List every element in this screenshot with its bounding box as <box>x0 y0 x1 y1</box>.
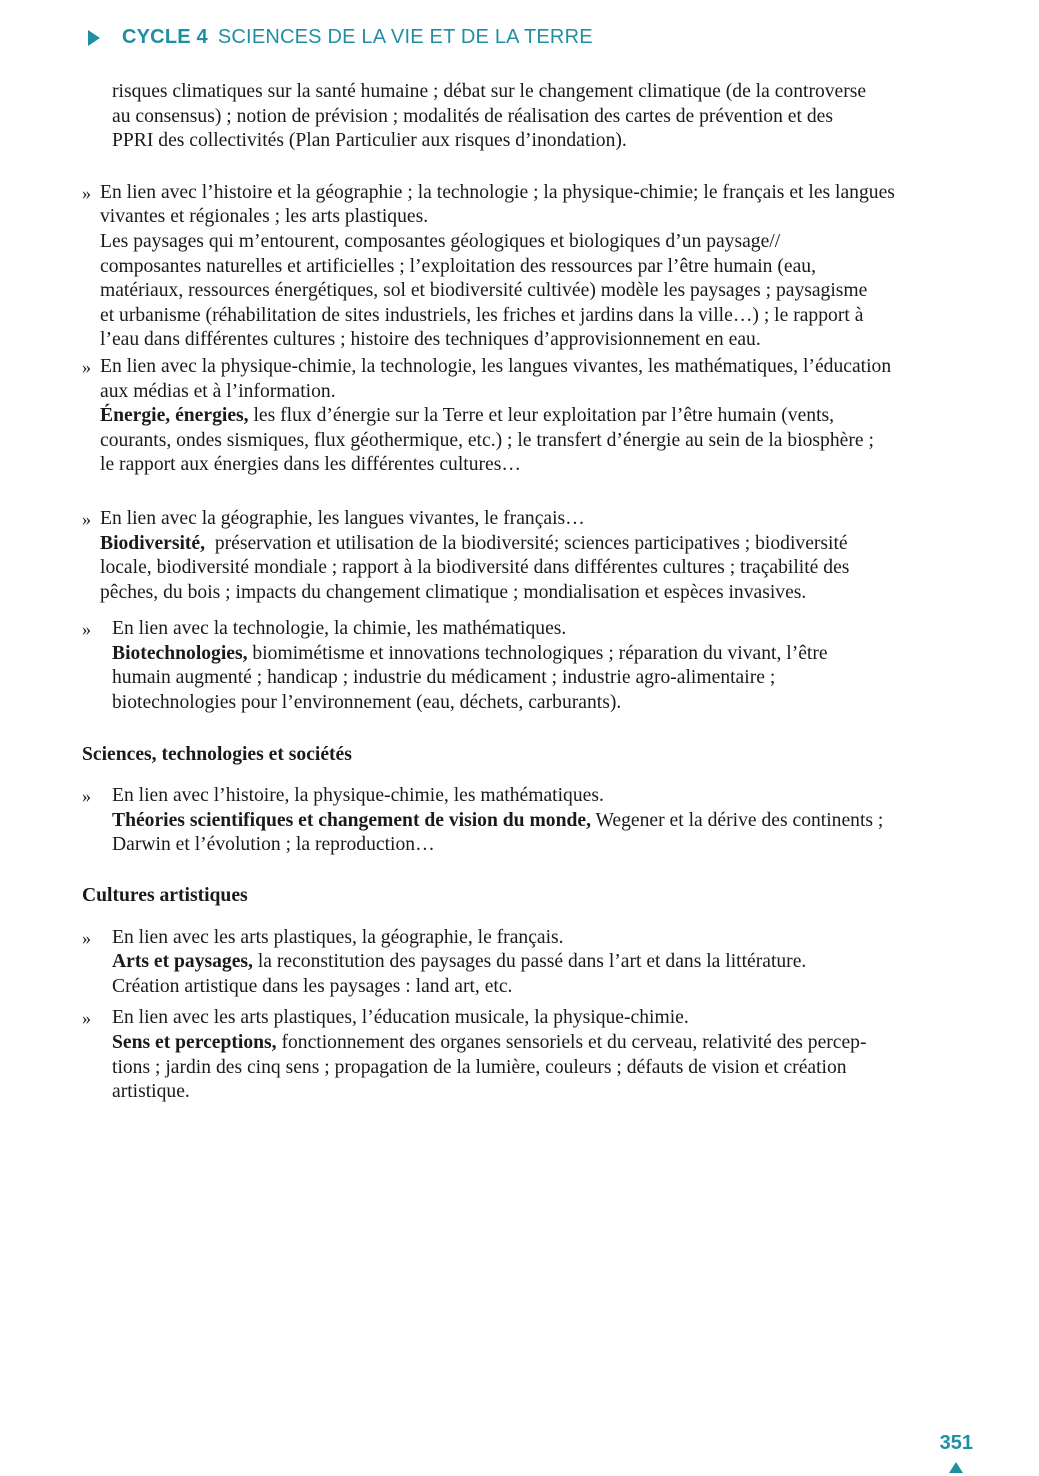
text-line: En lien avec l’histoire et la géographie ; la technologie ; la physique-chimie; le français et les langues <box>100 181 895 203</box>
text-line <box>112 1031 962 1056</box>
text-line: matériaux, ressources énergétiques, sol et biodiversité cultivée) modèle les paysages ; paysagisme <box>100 280 868 302</box>
section-heading-sciences: Sciences, technologies et sociétés <box>82 743 352 765</box>
text-line: locale, biodiversité mondiale ; rapport à la biodiversité dans différentes cultures ; traçabilité des <box>100 557 850 579</box>
text-line: artistique. <box>112 1081 190 1103</box>
text-line: En lien avec la géographie, les langues vivantes, le français… <box>100 507 585 529</box>
topic-title: Théories scientifiques et changement de vision du monde, <box>112 809 591 831</box>
intro-paragraph <box>82 80 962 154</box>
text-line: En lien avec la technologie, la chimie, les mathématiques. <box>112 618 567 640</box>
text-line: le rapport aux énergies dans les différentes cultures… <box>100 454 521 476</box>
text-line: courants, ondes sismiques, flux géothermique, etc.) ; le transfert d’énergie au sein de la biosphère ; <box>100 429 874 451</box>
page-header <box>88 26 593 49</box>
section-heading-cultures: Cultures artistiques <box>82 885 248 907</box>
triangle-up-icon <box>949 1462 963 1473</box>
text-line <box>112 642 962 667</box>
text-line: biotechnologies pour l’environnement (eau, déchets, carburants). <box>112 692 622 714</box>
text-line: En lien avec la physique-chimie, la technologie, les langues vivantes, les mathématiques, l’éducation <box>100 355 892 377</box>
list-item-sens-perceptions <box>82 1006 962 1104</box>
text-line: aux médias et à l’information. <box>100 380 336 402</box>
text-line: et urbanisme (réhabilitation de sites industriels, les friches et jardins dans la ville…) ; le rapport à <box>100 304 864 326</box>
text-line: l’eau dans différentes cultures ; histoire des techniques d’approvisionnement en eau. <box>100 329 761 351</box>
text-line <box>112 950 962 975</box>
bullet-icon: » <box>82 508 91 529</box>
list-item-biodiversite <box>82 507 962 605</box>
text-line: En lien avec l’histoire, la physique-chimie, les mathématiques. <box>112 785 604 807</box>
bullet-icon: » <box>82 1008 91 1029</box>
text-line: En lien avec les arts plastiques, la géographie, le français. <box>112 926 564 948</box>
text-line: Darwin et l’évolution ; la reproduction… <box>112 834 435 856</box>
page-number: 351 <box>939 1432 973 1454</box>
list-item-energie <box>82 355 962 478</box>
topic-text: fonctionnement des organes sensoriels et du cerveau, relativité des percep- <box>276 1032 867 1053</box>
topic-text: la reconstitution des paysages du passé dans l’art et dans la littérature. <box>252 951 807 973</box>
topic-title: Sens et perceptions, <box>112 1032 277 1053</box>
text-line: PPRI des collectivités (Plan Particulier aux risques d’inondation). <box>112 130 627 152</box>
list-item-biotechnologies <box>82 617 962 715</box>
text-line: En lien avec les arts plastiques, l’éducation musicale, la physique-chimie. <box>112 1007 689 1029</box>
bullet-icon: » <box>82 182 91 203</box>
text-line: humain augmenté ; handicap ; industrie du médicament ; industrie agro-alimentaire ; <box>112 667 776 689</box>
topic-title: Énergie, énergies, <box>100 405 249 427</box>
text-line: Création artistique dans les paysages : land art, etc. <box>112 975 513 997</box>
text-line <box>100 532 962 557</box>
text-line: vivantes et régionales ; les arts plastiques. <box>100 206 429 228</box>
bullet-icon: » <box>82 356 91 377</box>
topic-text: préservation et utilisation de la biodiversité; sciences participatives ; biodiversité <box>205 532 848 554</box>
topic-text: biomimétisme et innovations technologiques ; réparation du vivant, l’être <box>247 642 828 664</box>
text-line: composantes naturelles et artificielles ; l’exploitation des ressources par l’être humain (eau, <box>100 255 816 277</box>
text-line: risques climatiques sur la santé humaine ; débat sur le changement climatique (de la controverse <box>112 81 867 102</box>
text-line <box>112 809 962 834</box>
bullet-icon: » <box>82 619 91 640</box>
list-item-arts-paysages <box>82 926 962 1000</box>
cycle-label: CYCLE 4 <box>122 26 208 48</box>
topic-text: Wegener et la dérive des continents ; <box>590 809 884 831</box>
topic-title: Arts et paysages, <box>112 951 253 973</box>
text-line: tions ; jardin des cinq sens ; propagation de la lumière, couleurs ; défauts de vision et création <box>112 1056 847 1078</box>
list-item-theories <box>82 784 962 858</box>
play-arrow-icon <box>88 30 100 46</box>
topic-title: Biodiversité, <box>100 532 206 554</box>
topic-title: Biotechnologies, <box>112 642 248 664</box>
text-line: au consensus) ; notion de prévision ; modalités de réalisation des cartes de prévention et des <box>112 105 833 127</box>
topic-text: les flux d’énergie sur la Terre et leur exploitation par l’être humain (vents, <box>248 405 835 427</box>
text-line: Les paysages qui m’entourent, composantes géologiques et biologiques d’un paysage// <box>100 230 781 252</box>
bullet-icon: » <box>82 927 91 948</box>
text-line: pêches, du bois ; impacts du changement climatique ; mondialisation et espèces invasives. <box>100 581 807 603</box>
bullet-icon: » <box>82 786 91 807</box>
text-line <box>100 404 962 429</box>
subject-label: SCIENCES DE LA VIE ET DE LA TERRE <box>217 26 593 48</box>
page-body <box>82 80 962 1105</box>
list-item-paysages <box>82 181 962 353</box>
